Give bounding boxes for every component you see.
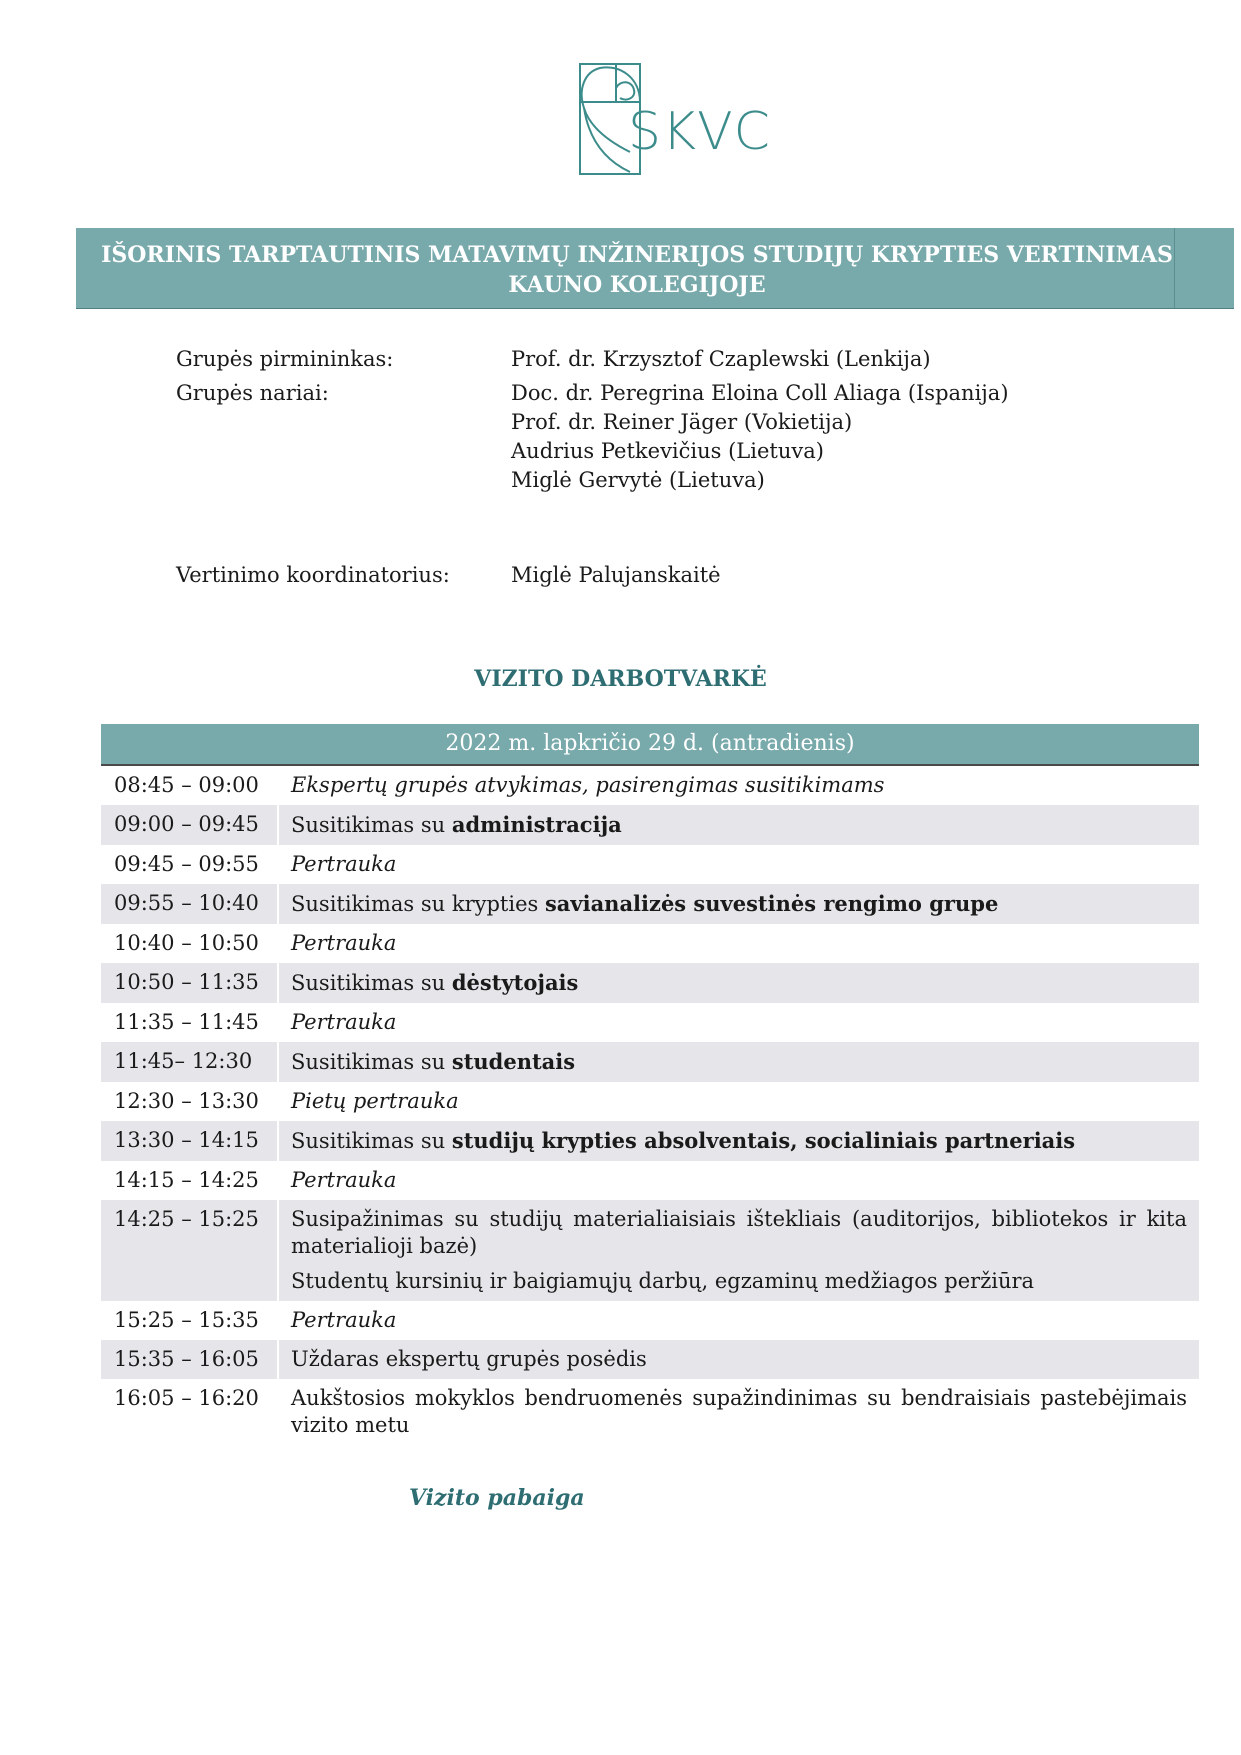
agenda-activity: Pertrauka [291, 931, 397, 955]
chair-name: Prof. dr. Krzysztof Czaplewski (Lenkija) [511, 347, 931, 371]
agenda-activity: Uždaras ekspertų grupės posėdis [291, 1347, 647, 1371]
table-row [101, 1340, 1199, 1379]
agenda-time: 09:55 – 10:40 [114, 891, 259, 915]
agenda-activity: Susitikimas su studijų krypties absolventais, socialiniais partneriais [291, 1128, 1076, 1153]
table-row [101, 1042, 1199, 1082]
table-row [101, 1003, 1199, 1042]
agenda-time: 12:30 – 13:30 [114, 1089, 259, 1113]
agenda-time: 08:45 – 09:00 [114, 773, 259, 797]
table-row [101, 1082, 1199, 1121]
agenda-time: 15:35 – 16:05 [114, 1347, 259, 1371]
agenda-activity: Ekspertų grupės atvykimas, pasirengimas susitikimams [291, 773, 885, 797]
agenda-activity: Susipažinimas su studijų materialiaisiais ištekliais (auditorijos, bibliotekos ir kita materialioji bazė) Studentų kursinių ir baigiamųjų darbų, egzaminų medžiagos peržiūra [291, 1207, 1187, 1293]
agenda-time: 11:45– 12:30 [114, 1049, 253, 1073]
agenda-activity: Susitikimas su dėstytojais [291, 970, 579, 995]
agenda-time: 11:35 – 11:45 [114, 1010, 259, 1034]
logo-text: SKVC [628, 102, 771, 162]
coordinator-name: Miglė Palujanskaitė [511, 563, 721, 587]
agenda-activity: Pertrauka [291, 852, 397, 876]
agenda-date: 2022 m. lapkričio 29 d. (antradienis) [101, 724, 1199, 766]
table-row [101, 1301, 1199, 1340]
agenda-time: 13:30 – 14:15 [114, 1128, 259, 1152]
agenda-activity: Susitikimas su krypties savianalizės suvestinės rengimo grupe [291, 891, 999, 916]
agenda-time: 09:45 – 09:55 [114, 852, 259, 876]
members-label: Grupės nariai: [176, 381, 329, 405]
table-row [101, 924, 1199, 963]
agenda-time: 14:15 – 14:25 [114, 1168, 259, 1192]
table-row [101, 766, 1199, 805]
agenda-time: 15:25 – 15:35 [114, 1308, 259, 1332]
agenda-activity: Pietų pertrauka [291, 1089, 459, 1113]
agenda-time: 09:00 – 09:45 [114, 812, 259, 836]
agenda-activity: Susitikimas su studentais [291, 1049, 576, 1074]
member-name: Prof. dr. Reiner Jäger (Vokietija) [511, 410, 853, 434]
table-row [101, 1121, 1199, 1161]
agenda-heading: VIZITO DARBOTVARKĖ [474, 666, 767, 692]
member-name: Doc. dr. Peregrina Eloina Coll Aliaga (Ispanija) [511, 381, 1009, 405]
agenda-activity: Susitikimas su administracija [291, 812, 622, 837]
member-name: Audrius Petkevičius (Lietuva) [511, 439, 824, 463]
chair-label: Grupės pirmininkas: [176, 347, 394, 371]
agenda-table [101, 766, 1199, 1445]
agenda-time: 10:40 – 10:50 [114, 931, 259, 955]
agenda-time: 10:50 – 11:35 [114, 970, 259, 994]
coordinator-label: Vertinimo koordinatorius: [176, 563, 450, 587]
end-note: Vizito pabaiga [409, 1485, 585, 1511]
table-row [101, 805, 1199, 845]
agenda-activity: Pertrauka [291, 1308, 397, 1332]
table-row [101, 963, 1199, 1003]
member-name: Miglė Gervytė (Lietuva) [511, 468, 765, 492]
table-row [101, 845, 1199, 884]
page-title: IŠORINIS TARPTAUTINIS MATAVIMŲ INŽINERIJOS STUDIJŲ KRYPTIES VERTINIMAS KAUNO KOLEGIJOJE [101, 242, 1173, 298]
agenda-time: 14:25 – 15:25 [114, 1207, 259, 1231]
agenda-activity: Pertrauka [291, 1010, 397, 1034]
table-row [101, 1379, 1199, 1445]
agenda-activity: Pertrauka [291, 1168, 397, 1192]
table-row [101, 1161, 1199, 1200]
table-row [101, 1200, 1199, 1301]
agenda-activity: Aukštosios mokyklos bendruomenės supažindinimas su bendraisiais pastebėjimais vizito metu [291, 1386, 1187, 1437]
table-row [101, 884, 1199, 924]
agenda-time: 16:05 – 16:20 [114, 1386, 259, 1410]
